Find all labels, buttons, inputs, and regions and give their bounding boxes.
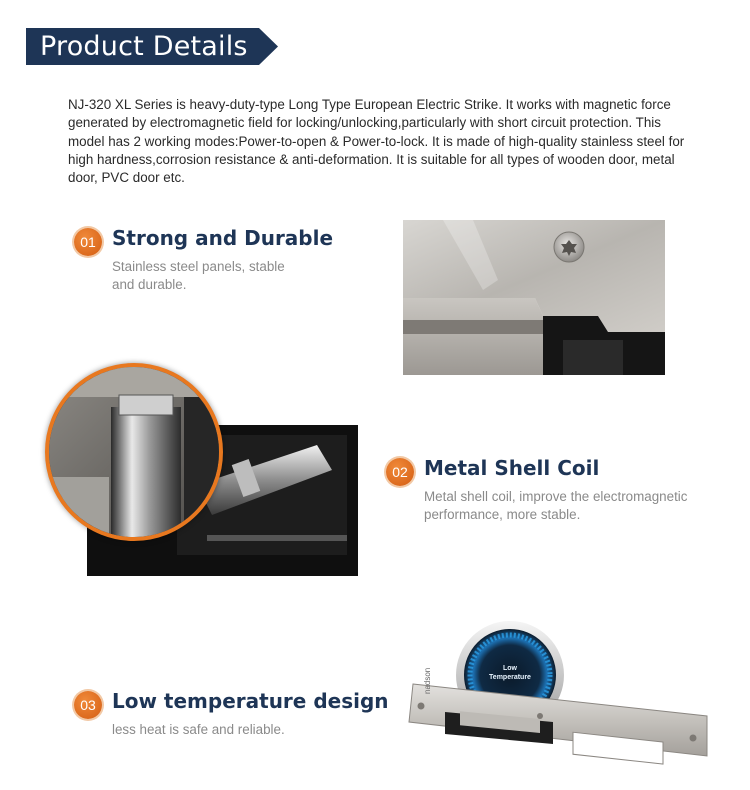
feature-description: Stainless steel panels, stable and durable. <box>112 259 285 293</box>
steel-panel-photo <box>403 220 665 375</box>
section-banner <box>26 28 278 65</box>
feature-title: Metal Shell Coil <box>424 456 600 480</box>
feature-number-badge: 03 <box>74 691 102 719</box>
feature-title: Strong and Durable <box>112 226 334 250</box>
intro-paragraph: NJ-320 XL Series is heavy-duty-type Long Type European Electric Strike. It works with magnetic force generated by electromagnetic field for locking/unlocking,particularly with short circuit protection. This model has 2 working modes:Power-to-open & Power-to-lock. It is made of high-quality stainless steel for high hardness,corrosion resistance & anti-deformation. It is suitable for all types of wooden door, metal door, PVC door etc. <box>68 97 685 186</box>
banner-title: Product Details <box>40 31 248 62</box>
feature-title: Low temperature design <box>112 689 389 713</box>
brand-text: nadson <box>423 667 432 694</box>
feature-number-badge: 02 <box>386 458 414 486</box>
feature-description: Metal shell coil, improve the electromagnetic performance, more stable. <box>424 489 688 523</box>
feature-number-badge: 01 <box>74 228 102 256</box>
feature-description: less heat is safe and reliable. <box>112 722 285 737</box>
magnifier-circle <box>45 363 223 541</box>
electric-strike-photo <box>405 618 710 768</box>
low-temperature-gauge-label: Low Temperature <box>489 665 531 681</box>
